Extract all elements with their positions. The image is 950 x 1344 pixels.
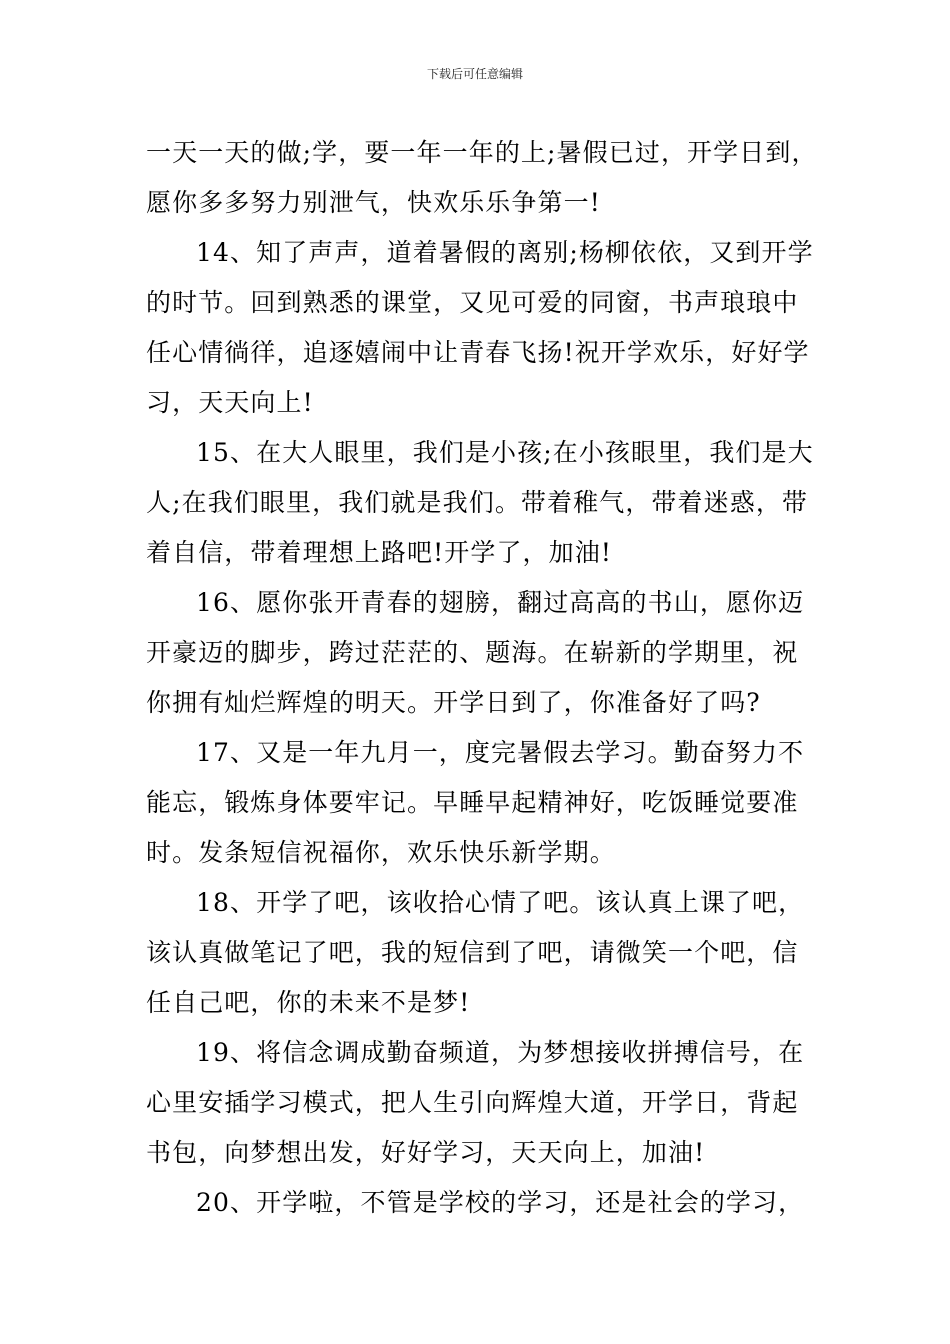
text-line-first: 18、开学了吧，该收拾心情了吧。该认真上课了吧， <box>196 888 805 917</box>
text-line: 书包，向梦想出发，好好学习，天天向上，加油! <box>146 1138 706 1167</box>
text-line: 人;在我们眼里，我们就是我们。带着稚气，带着迷惑，带 <box>146 488 809 517</box>
document-body <box>146 128 818 1228</box>
text-line: 的时节。回到熟悉的课堂，又见可爱的同窗，书声琅琅中 <box>146 288 799 317</box>
text-line: 习，天天向上! <box>146 388 314 417</box>
text-line-first: 20、开学啦，不管是学校的学习，还是社会的学习， <box>196 1188 805 1217</box>
text-line-first: 16、愿你张开青春的翅膀，翻过高高的书山，愿你迈 <box>196 588 805 617</box>
paragraph-19 <box>146 1028 810 1178</box>
paragraph-17 <box>146 728 810 878</box>
text-line-first: 14、知了声声，道着暑假的离别;杨柳依依，又到开学 <box>196 238 814 267</box>
paragraph-16 <box>146 578 810 728</box>
text-line-first: 17、又是一年九月一，度完暑假去学习。勤奋努力不 <box>196 738 805 767</box>
text-line: 能忘，锻炼身体要牢记。早睡早起精神好，吃饭睡觉要准 <box>146 788 799 817</box>
text-line: 你拥有灿烂辉煌的明天。开学日到了，你准备好了吗? <box>146 688 761 717</box>
paragraph-15 <box>146 428 814 578</box>
text-line: 任自己吧，你的未来不是梦! <box>146 988 471 1017</box>
paragraph-continued <box>146 128 818 228</box>
text-line: 开豪迈的脚步，跨过茫茫的、题海。在崭新的学期里，祝 <box>146 638 799 667</box>
paragraph-20 <box>146 1178 810 1228</box>
page-header: 下载后可任意编辑 <box>426 67 523 81</box>
paragraph-14 <box>146 228 814 428</box>
text-line: 愿你多多努力别泄气，快欢乐乐争第一! <box>146 188 601 217</box>
text-line-first: 15、在大人眼里，我们是小孩;在小孩眼里，我们是大 <box>196 438 814 467</box>
text-line: 着自信，带着理想上路吧!开学了，加油! <box>146 538 612 567</box>
text-line: 任心情徜徉，追逐嬉闹中让青春飞扬!祝开学欢乐，好好学 <box>146 338 810 367</box>
text-line: 该认真做笔记了吧，我的短信到了吧，请微笑一个吧，信 <box>146 938 799 967</box>
text-line: 一天一天的做;学，要一年一年的上;暑假已过，开学日到， <box>146 138 818 167</box>
text-line-first: 19、将信念调成勤奋频道，为梦想接收拼搏信号，在 <box>196 1038 805 1067</box>
text-line: 心里安插学习模式，把人生引向辉煌大道，开学日，背起 <box>146 1088 799 1117</box>
paragraph-18 <box>146 878 810 1028</box>
text-line: 时。发条短信祝福你，欢乐快乐新学期。 <box>146 838 616 867</box>
